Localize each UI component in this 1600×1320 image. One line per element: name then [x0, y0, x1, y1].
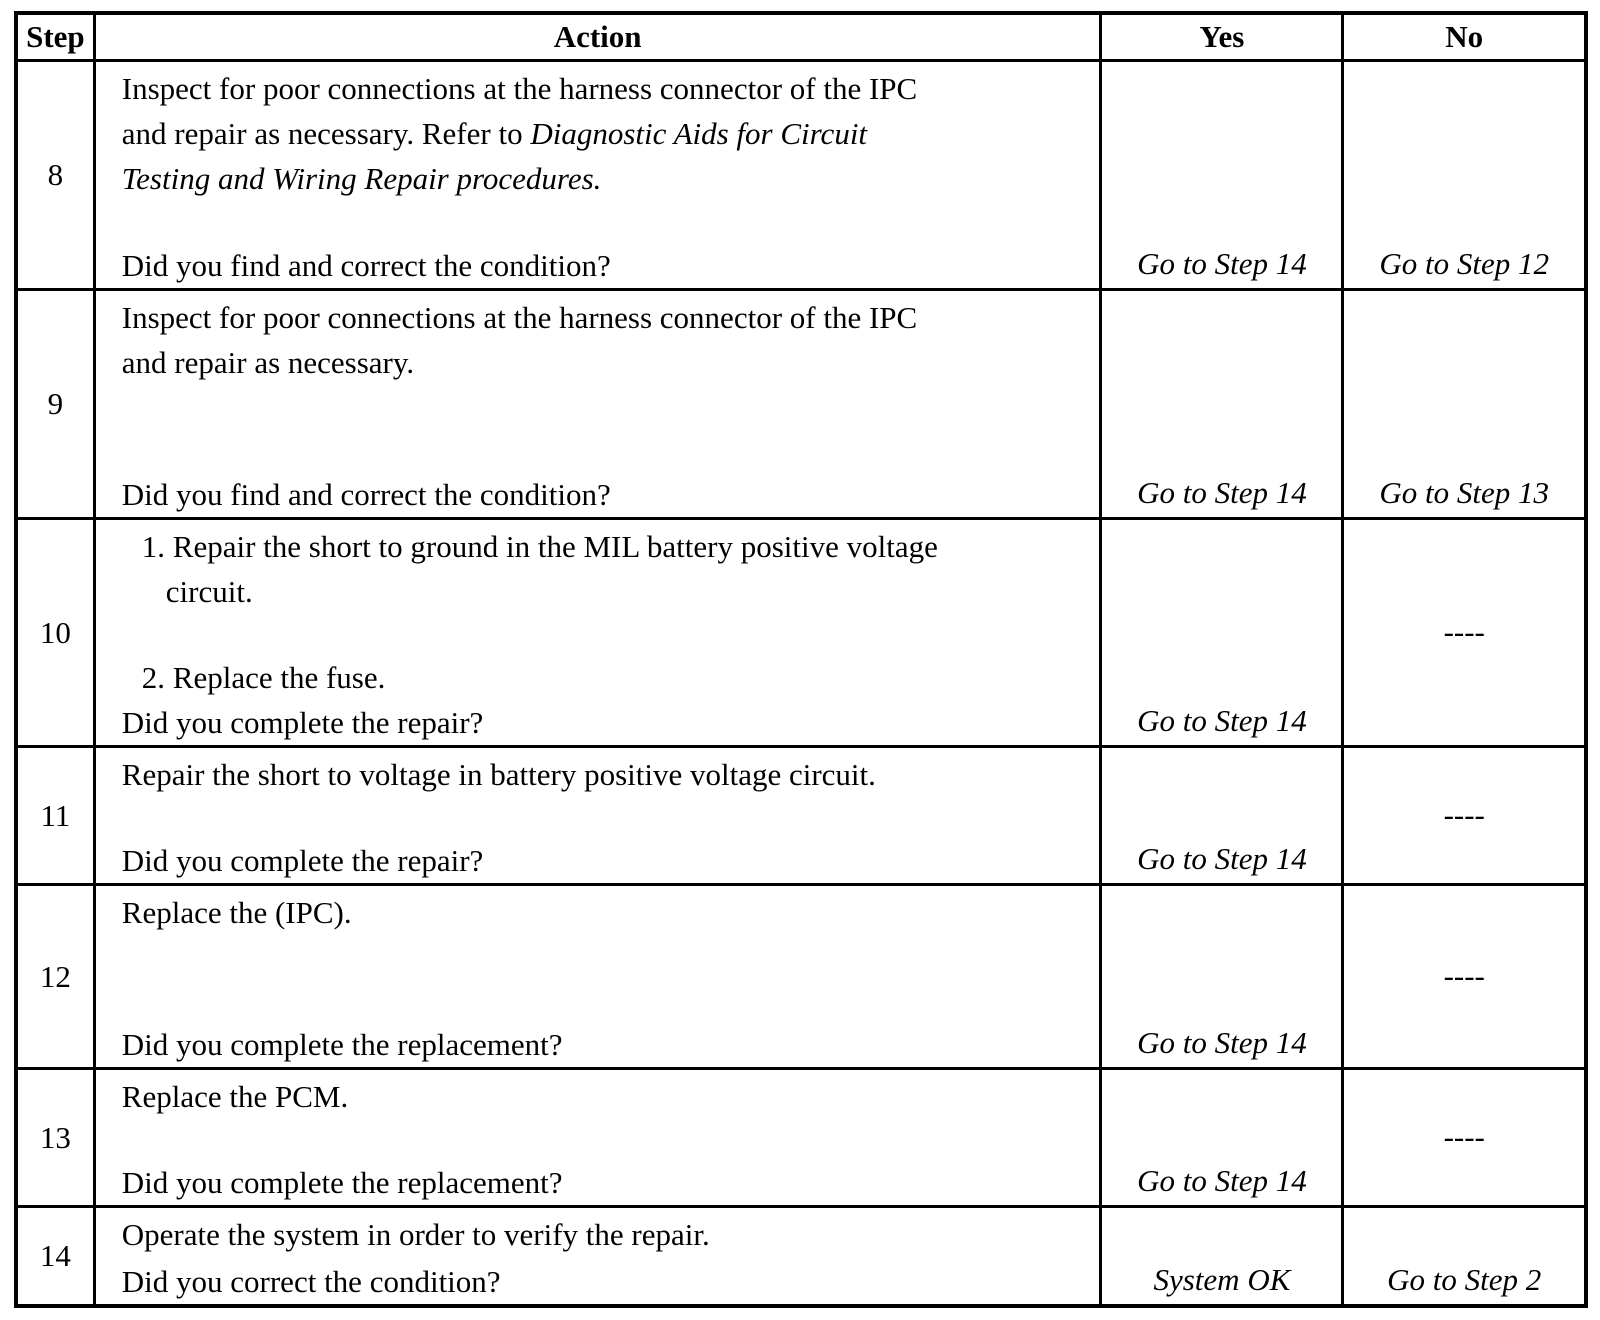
no-result: ----: [1343, 518, 1586, 747]
action-text: Inspect for poor connections at the harness connector of the IPC: [121, 299, 918, 335]
diagnostic-table: [14, 11, 1588, 1308]
action-text: Inspect for poor connections at the harness connector of the IPC: [121, 71, 918, 106]
header-row: [16, 13, 1586, 61]
action-text: [122, 111, 1090, 156]
action-text: Replace the (IPC).: [121, 895, 352, 931]
action-text-plain: and repair as necessary. Refer to: [121, 116, 531, 151]
action-question: Did you complete the replacement?: [121, 1027, 563, 1062]
no-result: ----: [1343, 1069, 1586, 1207]
yes-result: Go to Step 14: [1101, 885, 1343, 1069]
no-result: Go to Step 13: [1343, 289, 1586, 518]
action-cell: [94, 885, 1101, 1069]
action-cell: [94, 289, 1101, 518]
action-question: Did you correct the condition?: [121, 1264, 501, 1299]
action-question: Did you complete the repair?: [121, 705, 484, 741]
yes-result: Go to Step 14: [1101, 747, 1343, 885]
reference-link-text: Testing and Wiring Repair procedures.: [121, 161, 602, 196]
yes-result: Go to Step 14: [1101, 61, 1343, 290]
action-question: Did you find and correct the condition?: [121, 247, 611, 283]
action-cell: [94, 1206, 1101, 1306]
action-text: and repair as necessary.: [121, 344, 415, 380]
table-row: [16, 747, 1586, 885]
no-result: ----: [1343, 885, 1586, 1069]
header-no: No: [1343, 13, 1586, 61]
step-number: 9: [16, 289, 94, 518]
step-number: 8: [16, 61, 94, 290]
action-question: Did you complete the replacement?: [121, 1164, 563, 1200]
action-cell: [94, 1069, 1101, 1207]
table-row: [16, 61, 1586, 290]
no-result: Go to Step 12: [1343, 61, 1586, 290]
action-question: Did you find and correct the condition?: [121, 476, 611, 512]
yes-result: Go to Step 14: [1101, 518, 1343, 747]
action-question: Did you complete the repair?: [121, 843, 484, 879]
yes-result: Go to Step 14: [1101, 1069, 1343, 1207]
table-row: [16, 289, 1586, 518]
table-row: [16, 1069, 1586, 1207]
header-yes: Yes: [1101, 13, 1343, 61]
header-action: Action: [94, 13, 1101, 61]
action-list-item: 2. Replace the fuse.: [141, 660, 386, 696]
action-cell: [94, 61, 1101, 290]
table-row: [16, 885, 1586, 1069]
reference-link-text: Diagnostic Aids for Circuit: [530, 116, 868, 151]
no-result: Go to Step 2: [1343, 1206, 1586, 1306]
step-number: 12: [16, 885, 94, 1069]
yes-result: Go to Step 14: [1101, 289, 1343, 518]
no-result: ----: [1343, 747, 1586, 885]
action-cell: [94, 747, 1101, 885]
step-number: 13: [16, 1069, 94, 1207]
step-number: 11: [16, 747, 94, 885]
table-row: [16, 518, 1586, 747]
table-row: [16, 1206, 1586, 1306]
yes-result: System OK: [1101, 1206, 1343, 1306]
step-number: 14: [16, 1206, 94, 1306]
action-list-item: 1. Repair the short to ground in the MIL battery positive voltage: [141, 528, 938, 564]
header-step: Step: [16, 13, 94, 61]
action-text: Replace the PCM.: [121, 1079, 349, 1114]
action-text: Repair the short to voltage in battery positive voltage circuit.: [121, 757, 876, 793]
action-list-item-cont: circuit.: [165, 573, 253, 609]
step-number: 10: [16, 518, 94, 747]
action-cell: [94, 518, 1101, 747]
action-text: Operate the system in order to verify the repair.: [121, 1216, 710, 1252]
